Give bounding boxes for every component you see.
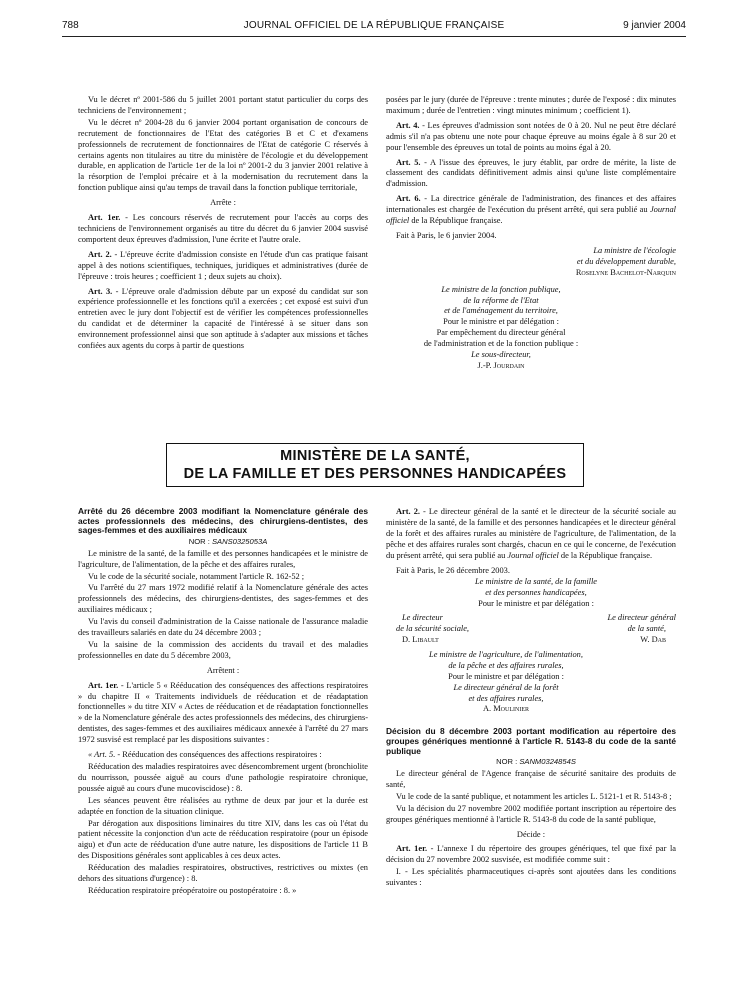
article-2: Art. 2. - L'épreuve écrite d'admission consiste en l'étude d'un cas pratique faisant appel à des notions scientifiques, techniques, juridiques et administratives (durée de l'épreuve : trois heures ; coefficient 1 ; deux sujets au choix). bbox=[78, 249, 369, 281]
nor-reference: NOR : SANM0324854S bbox=[496, 757, 576, 767]
article-1: Art. 1er. - L'article 5 « Rééducation des conséquences des affections respiratoires » du chapitre II « Traitements individuels de rééducation et de réadaptation fonctionnelles » du titre XIV « Actes de rééducation et de réadaptation fonctionnelles » de la Nomenclature générale des actes professionnels des médecins, des chirurgiens-dentistes, des sages-femmes et des auxiliaires médicaux annexée à l'arrêté du 27 mars 1972 susvisé est remplacé par les dispositions suivantes : bbox=[78, 680, 368, 745]
arretent-heading: Arrêtent : bbox=[206, 665, 240, 675]
ministry-heading-box bbox=[166, 443, 584, 487]
article-3: Art. 3. - L'épreuve orale d'admission débute par un exposé du candidat sur son expérience professionnelle et les fonctions qu'il a exercées ; cet exposé est suivi d'un entretien avec le jury dont l'objectif est de vérifier les compétences professionnelles du candidat et de déterminer la capacité de l'intéressé à se situer dans son environnement professionnel ainsi que son aptitude à s'adapter aux missions et tâches confiées aux agents du corps à partir de questions bbox=[78, 286, 368, 351]
article-4: Art. 4. - Les épreuves d'admission sont notées de 0 à 20. Nul ne peut être déclaré admis s'il n'a pas obtenu une note pour chaque épreuve au moins égale à 8 sur 20 et pour l'ensemble des épreuves un total de points au moins égal à 20. bbox=[386, 120, 676, 152]
signature-place-date: Fait à Paris, le 6 janvier 2004. bbox=[396, 230, 497, 240]
signature-directors: Le directeur de la sécurité sociale, D. Libault Le directeur général de la santé, W. Dab bbox=[386, 613, 676, 646]
signatory-name: A. Moulinier bbox=[482, 704, 529, 714]
article-1: Art. 1er. - Les concours réservés de recrutement pour l'accès au corps des techniciens de l'environnement organisés au titre du décret du 6 janvier 2004 susvisé comportent deux épreuves d'admission, l'une écrite et l'autre orale. bbox=[78, 213, 369, 244]
signature-fonction-publique: Le ministre de la fonction publique, de la réforme de l'Etat et de l'aménagement du territoire, Pour le ministre et par délégation : Par empêchement du directeur général de l'administration et de la fonction publique : Le sous-directeur, J.-P. Jourdain bbox=[386, 285, 616, 372]
top-left-column bbox=[78, 95, 368, 353]
signatory-name: J.-P. Jourdain bbox=[477, 360, 525, 370]
signature-agriculture: Le ministre de l'agriculture, de l'alimentation, de la pêche et des affaires rurales, Pour le ministre et par délégation : Le directeur général de la forêt et des affaires rurales, A. Moulinier bbox=[386, 650, 626, 715]
decision-article-1: Art. 1er. - L'annexe I du répertoire des groupes génériques, tel que fixé par la décision du 27 novembre 2002 susvisée, est modifiée comme suit : bbox=[386, 844, 676, 865]
signatory-name: Roselyne Bachelot-Narquin bbox=[575, 267, 676, 277]
visa-decret-2004: Vu le décret nº 2004-28 du 6 janvier 2004 portant organisation de concours de recrutement de fonctionnaires de l'Etat des catégories B et C et d'examens professionnels de recrutement de fonctionnaires de l'Etat de catégorie C réservés à certains agents non titulaires au titre du ministère de l'écologie et du développement durable, en application de l'article 1er de la loi nº 2001-2 du 3 janvier 2001 relative à la résorption de l'emploi précaire et à la modernisation du recrutement dans la fonction publique ainsi qu'au temps de travail dans la fonction publique territoriale, bbox=[78, 117, 368, 193]
journal-title: JOURNAL OFFICIEL DE LA RÉPUBLIQUE FRANÇAISE bbox=[243, 20, 505, 31]
signatory-name: W. Dab bbox=[640, 634, 666, 644]
page-number: 788 bbox=[62, 20, 79, 31]
signature-sante: Le ministre de la santé, de la famille et des personnes handicapées, Pour le ministre et par délégation : bbox=[474, 577, 598, 609]
signature-place-date: Fait à Paris, le 26 décembre 2003. bbox=[396, 565, 510, 575]
decision-title: Décision du 8 décembre 2003 portant modification au répertoire des groupes génériques mentionné à l'article R. 5143-8 du code de la santé publique bbox=[386, 726, 676, 756]
top-right-column bbox=[386, 95, 676, 372]
decide-heading: Décide : bbox=[516, 829, 546, 839]
article-6: Art. 6. - La directrice générale de l'administration, des finances et des affaires internationales est chargée de l'exécution du présent arrêté, qui sera publié au Journal officiel de la République française. bbox=[386, 194, 676, 226]
bottom-right-column: Art. 2. - Le directeur général de la santé et le directeur de la sécurité sociale au ministère de la santé, de la famille et des personnes handicapées et le directeur général de la forêt et des affaires rurales au ministère de l'agriculture, de l'alimentation, de la pêche et des affaires rurales sont chargés, chacun en ce qui le concerne, de l'exécution du présent arrêté, qui sera publié au Journal officiel de la République française. Fait à Paris, le 26 décembre 2003. Le ministre de la santé, de la famille et des personnes handicapées, Pour le ministre et par délégation : Le directeur de la sécurité sociale, D. Libault Le directeur général de la santé, W. Dab Le ministre de l'agriculture, de l'alimentation, de la pêche et des affaires rurales, Pour le ministre et par délégation : Le directeur général de la forêt et des affaires rurales, A. Moulinier Décision du 8 décembre 2003 portant modification au répertoire des groupes génériques mentionné à l'article R. 5143-8 du code de la santé publique NOR : SANM0324854S Le directeur général de l'Agence française de sécurité sanitaire des produits de santé, Vu le code de la santé publique, et notamment les articles L. 5121-1 et R. 5143-8 ; Vu la décision du 27 novembre 2002 modifiée portant inscription au répertoire des groupes génériques mentionné à l'article R. 5143-8 du code de la santé publique, Décide : Art. 1er. - L'annexe I du répertoire des groupes génériques, tel que fixé par la décision du 27 novembre 2002 susvisée, est modifiée comme suit : I. - Les spécialités pharmaceutiques ci-après sont ajoutées dans les conditions suivantes : bbox=[386, 507, 676, 888]
signatory-name: D. Libault bbox=[402, 634, 439, 644]
ministry-line-2: DE LA FAMILLE ET DES PERSONNES HANDICAPÉES bbox=[183, 466, 567, 482]
header-rule bbox=[62, 36, 686, 37]
article-2: Art. 2. - Le directeur général de la santé et le directeur de la sécurité sociale au ministère de la santé, de la famille et des personnes handicapées et le directeur général de la forêt et des affaires rurales au ministère de l'agriculture, de l'alimentation, de la pêche et des affaires rurales sont chargés, chacun en ce qui le concerne, de l'exécution du présent arrêté, qui sera publié au Journal officiel de la République française. bbox=[386, 507, 676, 560]
visa-decret-2001: Vu le décret nº 2001-586 du 5 juillet 2001 portant statut particulier du corps des techniciens de l'environnement ; bbox=[78, 95, 368, 115]
nor-reference: NOR : SANS0325053A bbox=[188, 536, 268, 546]
signature-ecologie: La ministre de l'écologie et du développement durable, Roselyne Bachelot-Narquin bbox=[386, 246, 676, 279]
arrete-heading: Arrête : bbox=[210, 198, 236, 208]
article-5: Art. 5. - A l'issue des épreuves, le jury établit, par ordre de mérite, la liste de classement des candidats définitivement admis ainsi qu'une liste complémentaire d'admission. bbox=[386, 157, 676, 189]
ministry-line-1: MINISTÈRE DE LA SANTÉ, bbox=[280, 448, 470, 464]
bottom-left-column: Arrêté du 26 décembre 2003 modifiant la Nomenclature générale des actes professionnels des médecins, des chirurgiens-dentistes, des sages-femmes et des auxiliaires médicaux NOR : SANS0325053A Le ministre de la santé, de la famille et des personnes handicapées et le ministre de l'agriculture, de l'alimentation, de la pêche et des affaires rurales, Vu le code de la sécurité sociale, notamment l'article R. 162-52 ; Vu l'arrêté du 27 mars 1972 modifié relatif à la Nomenclature générale des actes professionnels des médecins, des chirurgiens-dentistes, des sages-femmes et des auxiliaires médicaux ; Vu l'avis du conseil d'administration de la Caisse nationale de l'assurance maladie des travailleurs salariés en date du 24 décembre 2003 ; Vu la saisine de la commission des accidents du travail et des maladies professionnelles en date du 5 décembre 2003, Arrêtent : Art. 1er. - L'article 5 « Rééducation des conséquences des affections respiratoires » du chapitre II « Traitements individuels de rééducation et de réadaptation fonctionnelles » du titre XIV « Actes de rééducation et de réadaptation fonctionnelles » de la Nomenclature générale des actes professionnels des médecins, des chirurgiens-dentistes, des sages-femmes et des auxiliaires médicaux annexée à l'arrêté du 27 mars 1972 susvisé est remplacé par les dispositions suivantes : « Art. 5. - Rééducation des conséquences des affections respiratoires : Rééducation des maladies respiratoires avec désencombrement urgent (bronchiolite du nourrisson, poussée aiguë au cours d'une pathologie respiratoire chronique, poussée aiguë au cours d'une mucoviscidose) : 8. Les séances peuvent être réalisées au rythme de deux par jour et la durée est adaptée en fonction de la situation clinique. Par dérogation aux dispositions liminaires du titre XIV, dans les cas où l'état du patient nécessite la conjonction d'un acte de rééducation respiratoire (pour un épisode aigu) et d'un acte de rééducation d'une autre nature, les dispositions de l'article 11 B des Dispositions générales sont applicables à ces deux actes. Rééducation des maladies respiratoires, obstructives, restrictives ou mixtes (en dehors des situations d'urgence) : 8. Rééducation respiratoire préopératoire ou postopératoire : 8. » bbox=[78, 506, 368, 895]
article-3-continued: posées par le jury (durée de l'épreuve : trente minutes ; durée de l'exposé : dix minutes maximum ; durée de l'entretien : vingt minutes minimum ; coefficient 1). bbox=[386, 95, 676, 115]
page-header bbox=[62, 20, 686, 34]
issue-date: 9 janvier 2004 bbox=[623, 20, 686, 31]
arrete-title: Arrêté du 26 décembre 2003 modifiant la Nomenclature générale des actes professionnels des médecins, des chirurgiens-dentistes, des sages-femmes et des auxiliaires médicaux bbox=[78, 506, 368, 536]
